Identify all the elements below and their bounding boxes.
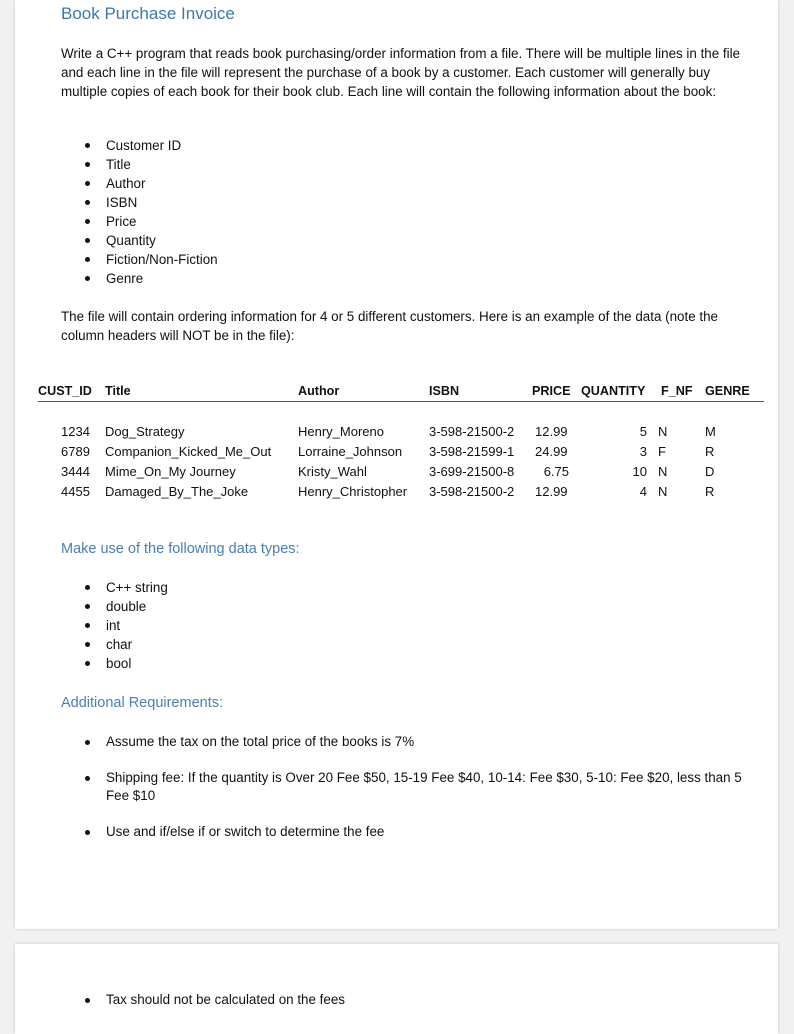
requirements-heading: Additional Requirements: bbox=[61, 695, 224, 711]
document-page-1 bbox=[15, 0, 778, 929]
table-header-genre: GENRE bbox=[705, 384, 750, 398]
table-header-author: Author bbox=[298, 384, 340, 398]
cell-isbn: 3-699-21500-8 bbox=[429, 464, 515, 479]
table-header-title: Title bbox=[105, 384, 131, 398]
cell-title: Mime_On_My Journey bbox=[105, 464, 236, 479]
cell-f-nf: N bbox=[658, 424, 668, 439]
cell-genre: R bbox=[705, 444, 715, 459]
cell-genre: D bbox=[705, 464, 715, 479]
list-item: Shipping fee: If the quantity is Over 20 Fee $50, 15-19 Fee $40, 10-14: Fee $30, 5-10: Fee $20, less than 5 Fee $10 bbox=[61, 769, 761, 805]
fields-list bbox=[61, 136, 218, 288]
cell-price: 6.75 bbox=[543, 464, 569, 479]
list-item: Quantity bbox=[61, 231, 218, 250]
cell-author: Henry_Moreno bbox=[298, 424, 384, 439]
cell-title: Damaged_By_The_Joke bbox=[105, 484, 249, 499]
cell-cust-id: 4455 bbox=[61, 484, 90, 499]
document-page-2 bbox=[15, 944, 778, 1034]
cell-quantity: 5 bbox=[639, 424, 647, 439]
list-item: bool bbox=[61, 654, 168, 673]
page-title: Book Purchase Invoice bbox=[61, 4, 235, 23]
cell-quantity: 3 bbox=[639, 444, 647, 459]
list-item: char bbox=[61, 635, 168, 654]
list-item: Assume the tax on the total price of the books is 7% bbox=[61, 733, 761, 751]
table-header-f-nf: F_NF bbox=[661, 384, 693, 398]
page2-requirements-list bbox=[61, 991, 345, 1009]
list-item: Author bbox=[61, 174, 218, 193]
list-item: Tax should not be calculated on the fees bbox=[61, 991, 345, 1009]
cell-title: Dog_Strategy bbox=[105, 424, 185, 439]
cell-title: Companion_Kicked_Me_Out bbox=[105, 444, 272, 459]
requirements-list bbox=[61, 733, 761, 841]
cell-isbn: 3-598-21500-2 bbox=[429, 424, 515, 439]
list-item: ISBN bbox=[61, 193, 218, 212]
list-item: Customer ID bbox=[61, 136, 218, 155]
list-item: C++ string bbox=[61, 578, 168, 597]
table-header-price: PRICE bbox=[532, 384, 571, 398]
datatypes-list bbox=[61, 578, 168, 673]
table-header-quantity: QUANTITY bbox=[581, 384, 646, 398]
table-header-cust-id: CUST_ID bbox=[38, 384, 92, 398]
cell-price: 12.99 bbox=[535, 424, 568, 439]
list-item: double bbox=[61, 597, 168, 616]
file-note-paragraph: The file will contain ordering information for 4 or 5 different customers. Here is an example of the data (note the column headers will NOT be in the file): bbox=[61, 309, 718, 343]
table-header-isbn: ISBN bbox=[429, 384, 460, 398]
cell-author: Kristy_Wahl bbox=[298, 464, 367, 479]
cell-price: 12.99 bbox=[535, 484, 568, 499]
cell-f-nf: N bbox=[658, 464, 668, 479]
list-item: Fiction/Non-Fiction bbox=[61, 250, 218, 269]
cell-cust-id: 6789 bbox=[61, 444, 90, 459]
list-item: Use and if/else if or switch to determine the fee bbox=[61, 823, 761, 841]
cell-isbn: 3-598-21500-2 bbox=[429, 484, 515, 499]
cell-f-nf: N bbox=[658, 484, 668, 499]
cell-genre: R bbox=[705, 484, 715, 499]
cell-cust-id: 1234 bbox=[61, 424, 90, 439]
cell-quantity: 4 bbox=[639, 484, 647, 499]
datatypes-heading: Make use of the following data types: bbox=[61, 541, 300, 557]
cell-cust-id: 3444 bbox=[61, 464, 90, 479]
cell-f-nf: F bbox=[658, 444, 666, 459]
cell-isbn: 3-598-21599-1 bbox=[429, 444, 515, 459]
list-item: Genre bbox=[61, 269, 218, 288]
cell-quantity: 10 bbox=[632, 464, 647, 479]
cell-genre: M bbox=[705, 424, 716, 439]
cell-price: 24.99 bbox=[535, 444, 568, 459]
list-item: int bbox=[61, 616, 168, 635]
table-header-rule bbox=[38, 401, 764, 402]
list-item: Price bbox=[61, 212, 218, 231]
list-item: Title bbox=[61, 155, 218, 174]
cell-author: Henry_Christopher bbox=[298, 484, 408, 499]
intro-paragraph: Write a C++ program that reads book purchasing/order information from a file. There will be multiple lines in the file and each line in the file will represent the purchase of a book by a customer. Each customer will generally buy multiple copies of each book for their book club. Each line will contain the following information about the book: bbox=[61, 46, 741, 99]
cell-author: Lorraine_Johnson bbox=[298, 444, 403, 459]
